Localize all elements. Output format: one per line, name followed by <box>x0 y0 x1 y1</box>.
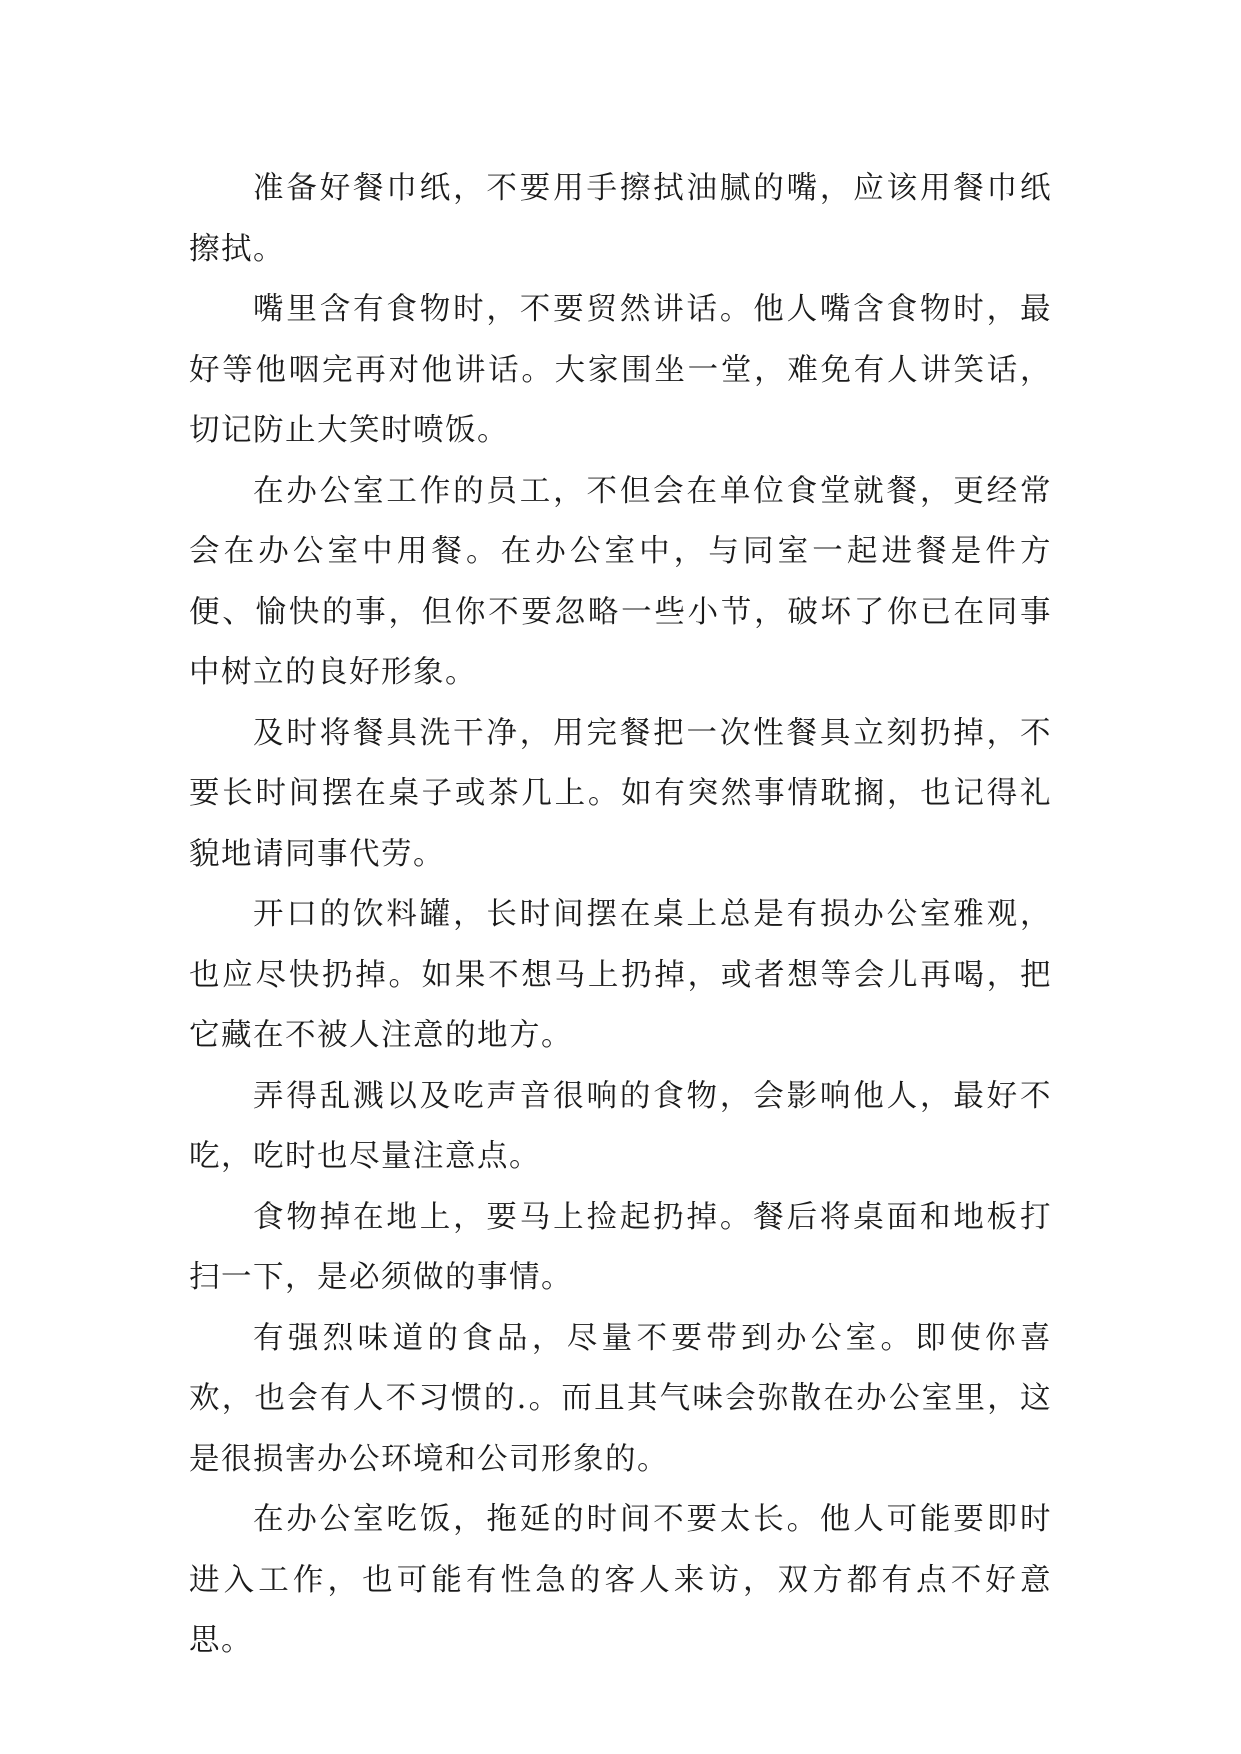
document-page <box>189 159 1052 1672</box>
paragraph-office-dining: 在办公室工作的员工，不但会在单位食堂就餐，更经常会在办公室中用餐。在办公室中，与同室一起进餐是件方便、愉快的事，但你不要忽略一些小节，破坏了你已在同事中树立的良好形象。 <box>189 473 1052 690</box>
paragraph-strong-smell: 有强烈味道的食品，尽量不要带到办公室。即使你喜欢，也会有人不习惯的.。而且其气味会弥散在办公室里，这是很损害办公环境和公司形象的。 <box>189 1320 1052 1477</box>
paragraph-noisy-food: 弄得乱溅以及吃声音很响的食物，会影响他人，最好不吃，吃时也尽量注意点。 <box>189 1078 1052 1174</box>
paragraph-dropped-food: 食物掉在地上，要马上捡起扔掉。餐后将桌面和地板打扫一下，是必须做的事情。 <box>189 1199 1052 1295</box>
paragraph-talking-while-eating: 嘴里含有食物时，不要贸然讲话。他人嘴含食物时，最好等他咽完再对他讲话。大家围坐一堂，难免有人讲笑话，切记防止大笑时喷饭。 <box>189 292 1052 448</box>
paragraph-drink-cans: 开口的饮料罐，长时间摆在桌上总是有损办公室雅观，也应尽快扔掉。如果不想马上扔掉，或者想等会儿再喝，把它藏在不被人注意的地方。 <box>189 897 1052 1053</box>
paragraph-napkin: 准备好餐巾纸，不要用手擦拭油腻的嘴，应该用餐巾纸擦拭。 <box>189 171 1052 267</box>
paragraph-meal-duration: 在办公室吃饭，拖延的时间不要太长。他人可能要即时进入工作，也可能有性急的客人来访，双方都有点不好意思。 <box>189 1502 1052 1658</box>
paragraph-cleanup-tableware: 及时将餐具洗干净，用完餐把一次性餐具立刻扔掉，不要长时间摆在桌子或茶几上。如有突然事情耽搁，也记得礼貌地请同事代劳。 <box>189 715 1052 872</box>
